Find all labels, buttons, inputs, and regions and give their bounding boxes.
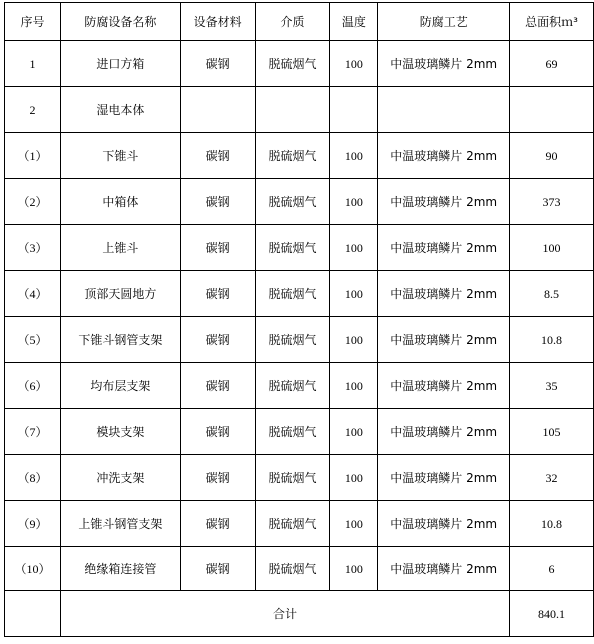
cell-process: 中温玻璃鳞片 2mm [378,455,510,501]
cell-process: 中温玻璃鳞片 2mm [378,409,510,455]
cell-medium: 脱硫烟气 [255,41,330,87]
cell-process: 中温玻璃鳞片 2mm [378,501,510,547]
cell-area: 32 [510,455,594,501]
cell-no: （6） [5,363,61,409]
table-row [5,409,594,455]
cell-area: 69 [510,41,594,87]
cell-name: 下锥斗钢管支架 [60,317,180,363]
cell-medium: 脱硫烟气 [255,547,330,591]
table-row [5,547,594,591]
cell-process: 中温玻璃鳞片 2mm [378,133,510,179]
cell-area: 10.8 [510,317,594,363]
header-row [5,3,594,41]
cell-area: 6 [510,547,594,591]
table-row [5,133,594,179]
cell-medium: 脱硫烟气 [255,271,330,317]
cell-material: 碳钢 [180,271,255,317]
cell-material: 碳钢 [180,455,255,501]
total-empty-cell [5,591,61,637]
cell-area [510,87,594,133]
table-row [5,271,594,317]
cell-medium: 脱硫烟气 [255,409,330,455]
cell-process: 中温玻璃鳞片 2mm [378,225,510,271]
cell-medium: 脱硫烟气 [255,363,330,409]
cell-process: 中温玻璃鳞片 2mm [378,547,510,591]
cell-material: 碳钢 [180,41,255,87]
cell-no: 1 [5,41,61,87]
cell-no: （4） [5,271,61,317]
cell-temperature [330,87,378,133]
cell-process: 中温玻璃鳞片 2mm [378,317,510,363]
cell-material: 碳钢 [180,547,255,591]
cell-name: 下锥斗 [60,133,180,179]
cell-temperature: 100 [330,455,378,501]
header-process: 防腐工艺 [378,3,510,41]
cell-temperature: 100 [330,409,378,455]
cell-temperature: 100 [330,225,378,271]
cell-temperature: 100 [330,133,378,179]
cell-area: 105 [510,409,594,455]
cell-process: 中温玻璃鳞片 2mm [378,179,510,225]
cell-material: 碳钢 [180,179,255,225]
cell-area: 100 [510,225,594,271]
cell-no: （3） [5,225,61,271]
header-temperature: 温度 [330,3,378,41]
cell-area: 373 [510,179,594,225]
cell-name: 冲洗支架 [60,455,180,501]
cell-name: 绝缘箱连接管 [60,547,180,591]
header-medium: 介质 [255,3,330,41]
cell-medium: 脱硫烟气 [255,133,330,179]
cell-no: （2） [5,179,61,225]
table-row [5,317,594,363]
cell-material: 碳钢 [180,409,255,455]
cell-medium: 脱硫烟气 [255,317,330,363]
table-row [5,225,594,271]
cell-name: 上锥斗 [60,225,180,271]
total-row [5,591,594,637]
cell-material: 碳钢 [180,317,255,363]
cell-name: 上锥斗钢管支架 [60,501,180,547]
header-no: 序号 [5,3,61,41]
cell-material: 碳钢 [180,501,255,547]
cell-no: （8） [5,455,61,501]
cell-medium: 脱硫烟气 [255,179,330,225]
table-row [5,41,594,87]
cell-medium: 脱硫烟气 [255,225,330,271]
cell-temperature: 100 [330,271,378,317]
cell-material [180,87,255,133]
cell-area: 90 [510,133,594,179]
cell-name: 湿电本体 [60,87,180,133]
table-row [5,87,594,133]
cell-no: 2 [5,87,61,133]
header-name: 防腐设备名称 [60,3,180,41]
cell-process [378,87,510,133]
cell-name: 顶部天圆地方 [60,271,180,317]
cell-temperature: 100 [330,363,378,409]
cell-medium: 脱硫烟气 [255,455,330,501]
cell-temperature: 100 [330,179,378,225]
cell-temperature: 100 [330,547,378,591]
cell-process: 中温玻璃鳞片 2mm [378,271,510,317]
cell-process: 中温玻璃鳞片 2mm [378,363,510,409]
cell-process: 中温玻璃鳞片 2mm [378,41,510,87]
cell-no: （1） [5,133,61,179]
cell-material: 碳钢 [180,225,255,271]
cell-material: 碳钢 [180,363,255,409]
anticorrosion-table [4,2,594,637]
total-area: 840.1 [510,591,594,637]
total-label: 合计 [60,591,509,637]
cell-name: 模块支架 [60,409,180,455]
table-row [5,501,594,547]
cell-no: （10） [5,547,61,591]
cell-no: （5） [5,317,61,363]
table-body [5,41,594,591]
cell-temperature: 100 [330,501,378,547]
cell-temperature: 100 [330,41,378,87]
header-area: 总面积ｍ³ [510,3,594,41]
cell-medium: 脱硫烟气 [255,501,330,547]
cell-area: 35 [510,363,594,409]
cell-material: 碳钢 [180,133,255,179]
table-row [5,455,594,501]
cell-name: 进口方箱 [60,41,180,87]
table-row [5,179,594,225]
cell-no: （9） [5,501,61,547]
table-row [5,363,594,409]
cell-temperature: 100 [330,317,378,363]
cell-area: 8.5 [510,271,594,317]
cell-name: 均布层支架 [60,363,180,409]
cell-name: 中箱体 [60,179,180,225]
cell-no: （7） [5,409,61,455]
header-material: 设备材料 [180,3,255,41]
cell-medium [255,87,330,133]
cell-area: 10.8 [510,501,594,547]
